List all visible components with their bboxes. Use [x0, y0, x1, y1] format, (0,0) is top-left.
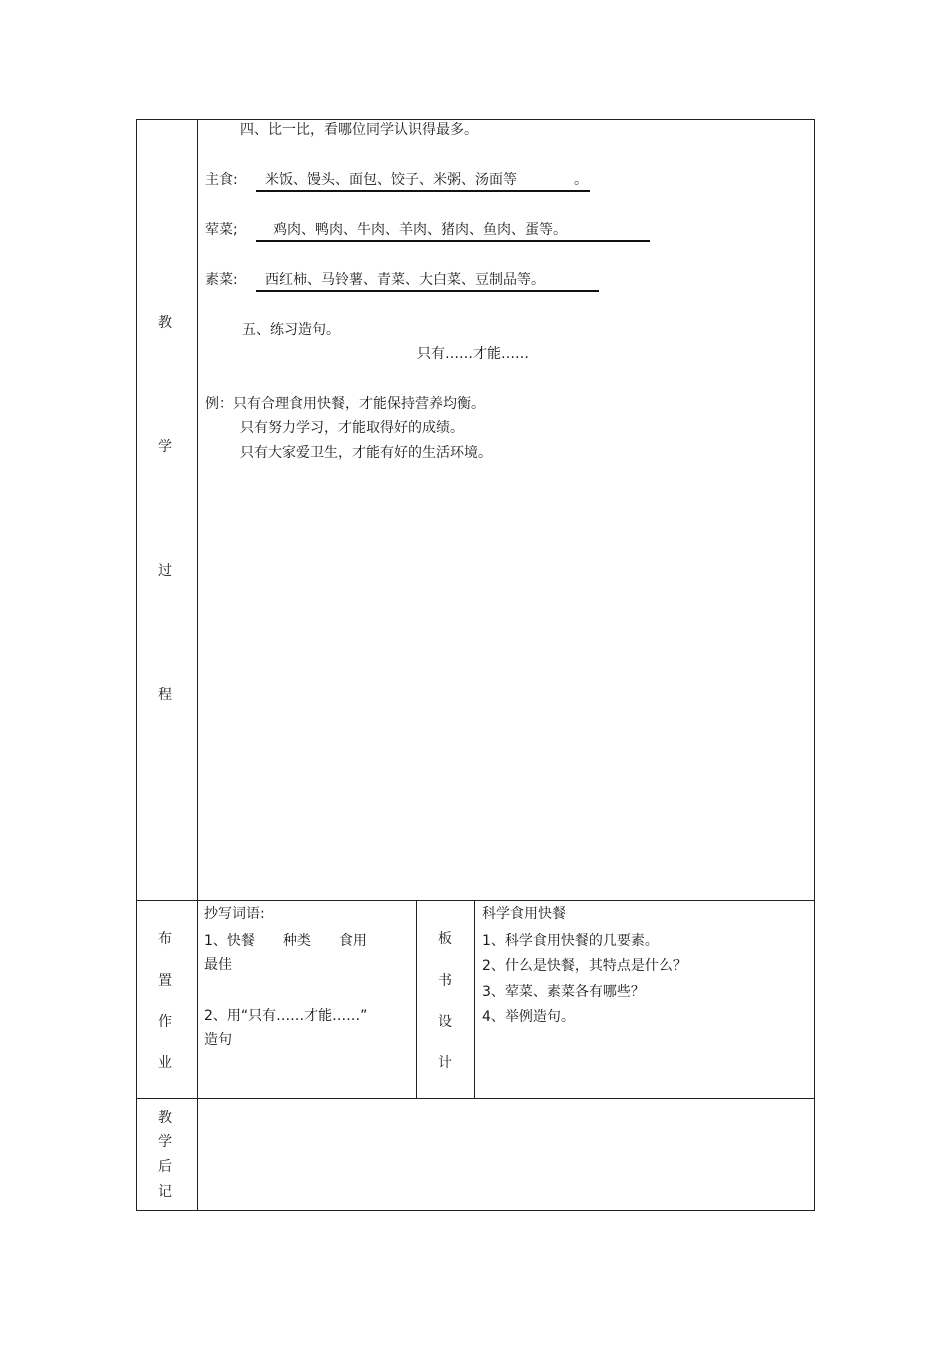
- homework-label-char: 布: [158, 931, 172, 947]
- homework-title: 抄写词语:: [204, 906, 265, 922]
- homework-line: 2、用“只有……才能……”: [204, 1008, 368, 1024]
- homework-label-char: 业: [158, 1055, 172, 1071]
- label-column-divider: [197, 119, 198, 1211]
- meat-underline: [256, 240, 650, 242]
- notes-label-char: 记: [158, 1184, 172, 1200]
- homework-board-divider: [416, 900, 417, 1098]
- board-label-char: 计: [438, 1055, 452, 1071]
- row-divider-homework: [136, 1098, 815, 1099]
- staple-items: 米饭、馒头、面包、饺子、米粥、汤面等: [265, 172, 517, 188]
- veg-label: 素菜:: [205, 272, 238, 288]
- notes-label-char: 后: [158, 1159, 172, 1175]
- board-label-char: 设: [438, 1014, 452, 1030]
- notes-label-char: 学: [158, 1134, 172, 1150]
- process-label-char: 学: [158, 439, 172, 455]
- staple-end: 。: [574, 172, 588, 188]
- board-item: 3、荤菜、素菜各有哪些？: [482, 984, 645, 1000]
- homework-line: 1、快餐 种类 食用: [204, 933, 367, 949]
- board-label-divider: [474, 900, 475, 1098]
- meat-label: 荤菜;: [205, 222, 238, 238]
- board-item: 4、举例造句。: [482, 1009, 575, 1025]
- veg-items: 西红柿、马铃薯、青菜、大白菜、豆制品等。: [265, 272, 545, 288]
- homework-label-char: 置: [158, 973, 172, 989]
- notes-label-char: 教: [158, 1110, 172, 1126]
- homework-line: 最佳: [204, 957, 232, 973]
- example-sentence: 例：只有合理食用快餐，才能保持营养均衡。: [205, 396, 485, 412]
- section4-heading: 四、比一比，看哪位同学认识得最多。: [240, 122, 478, 138]
- process-label-char: 过: [158, 563, 172, 579]
- meat-items: 鸡肉、鸭肉、牛肉、羊肉、猪肉、鱼肉、蛋等。: [273, 222, 567, 238]
- process-label-char: 程: [158, 687, 172, 703]
- example-sentence: 只有努力学习，才能取得好的成绩。: [240, 420, 464, 436]
- board-title: 科学食用快餐: [482, 906, 566, 922]
- homework-line: 造句: [204, 1032, 232, 1048]
- board-item: 2、什么是快餐，其特点是什么？: [482, 958, 687, 974]
- sentence-pattern: 只有……才能……: [417, 346, 529, 362]
- board-label-char: 板: [438, 931, 452, 947]
- staple-underline: [256, 190, 590, 192]
- homework-label-char: 作: [158, 1014, 172, 1030]
- process-label-char: 教: [158, 315, 172, 331]
- board-label-char: 书: [438, 973, 452, 989]
- board-item: 1、科学食用快餐的几要素。: [482, 933, 659, 949]
- row-divider-process: [136, 900, 815, 901]
- staple-label: 主食:: [205, 172, 238, 188]
- section5-heading: 五、练习造句。: [242, 322, 340, 338]
- veg-underline: [256, 290, 599, 292]
- example-sentence: 只有大家爱卫生，才能有好的生活环境。: [240, 445, 492, 461]
